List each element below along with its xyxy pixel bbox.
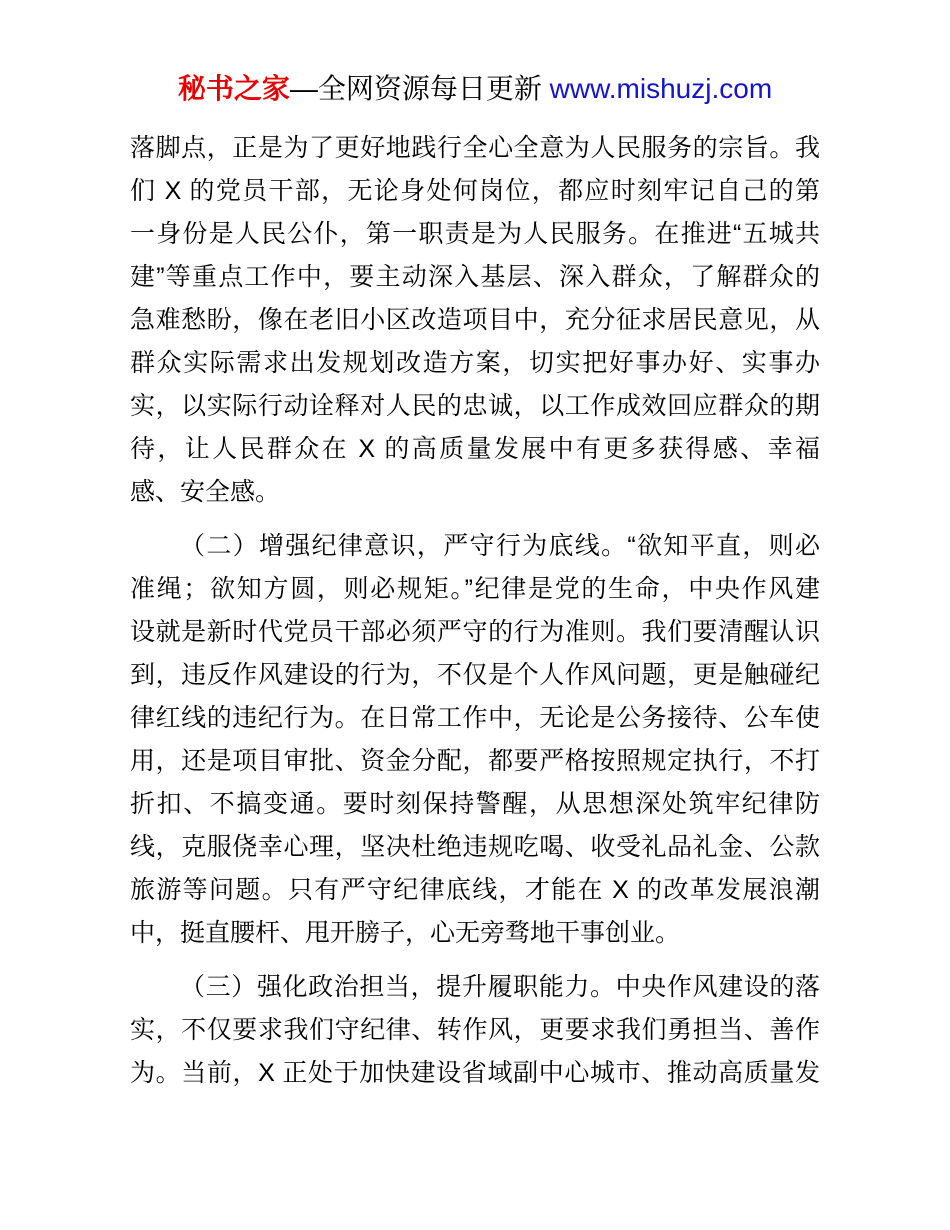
text-line: 中，挺直腰杆、甩开膀子，心无旁骛地干事创业。: [130, 919, 681, 947]
paragraph: [130, 525, 820, 955]
site-url-link[interactable]: www.mishuzj.com: [549, 73, 773, 104]
text-line: 设就是新时代党员干部必须严守的行为准则。我们要清醒认识: [130, 618, 820, 646]
text-line: 线，克服侥幸心理，坚决杜绝违规吃喝、收受礼品礼金、公款: [130, 833, 820, 861]
text-line: 准绳；欲知方圆，则必规矩。”纪律是党的生命，中央作风建: [130, 575, 820, 603]
text-line: 实，不仅要求我们守纪律、转作风，更要求我们勇担当、善作: [130, 1016, 820, 1044]
header-tagline: —全网资源每日更新: [289, 73, 550, 104]
text-line: 落脚点，正是为了更好地践行全心全意为人民服务的宗旨。我: [130, 134, 820, 162]
paragraph: [130, 966, 820, 1095]
text-line: 一身份是人民公仆，第一职责是为人民服务。在推进“五城共: [130, 220, 820, 248]
text-line: 们 X 的党员干部，无论身处何岗位，都应时刻牢记自己的第: [130, 177, 820, 205]
site-name: 秘书之家: [177, 73, 290, 104]
document-body: [130, 127, 820, 1095]
text-line: 群众实际需求出发规划改造方案，切实把好事办好、实事办: [130, 349, 820, 377]
text-line: （三）强化政治担当，提升履职能力。中央作风建设的落: [180, 973, 820, 1001]
text-line: 建”等重点工作中，要主动深入基层、深入群众，了解群众的: [130, 263, 820, 291]
text-line: 为。当前，X 正处于加快建设省域副中心城市、推动高质量发: [130, 1059, 820, 1087]
text-line: 旅游等问题。只有严守纪律底线，才能在 X 的改革发展浪潮: [130, 876, 820, 904]
text-line: 感、安全感。: [130, 478, 281, 506]
page-header: [0, 72, 950, 106]
text-line: 实，以实际行动诠释对人民的忠诚，以工作成效回应群众的期: [130, 392, 820, 420]
text-line: 急难愁盼，像在老旧小区改造项目中，充分征求居民意见，从: [130, 306, 820, 334]
text-line: 用，还是项目审批、资金分配，都要严格按照规定执行，不打: [130, 747, 820, 775]
text-line: 到，违反作风建设的行为，不仅是个人作风问题，更是触碰纪: [130, 661, 820, 689]
text-line: 律红线的违纪行为。在日常工作中，无论是公务接待、公车使: [130, 704, 820, 732]
text-line: （二）增强纪律意识，严守行为底线。“欲知平直，则必: [180, 532, 820, 560]
paragraph: [130, 127, 820, 514]
text-line: 折扣、不搞变通。要时刻保持警醒，从思想深处筑牢纪律防: [130, 790, 820, 818]
text-line: 待，让人民群众在 X 的高质量发展中有更多获得感、幸福: [130, 435, 820, 463]
